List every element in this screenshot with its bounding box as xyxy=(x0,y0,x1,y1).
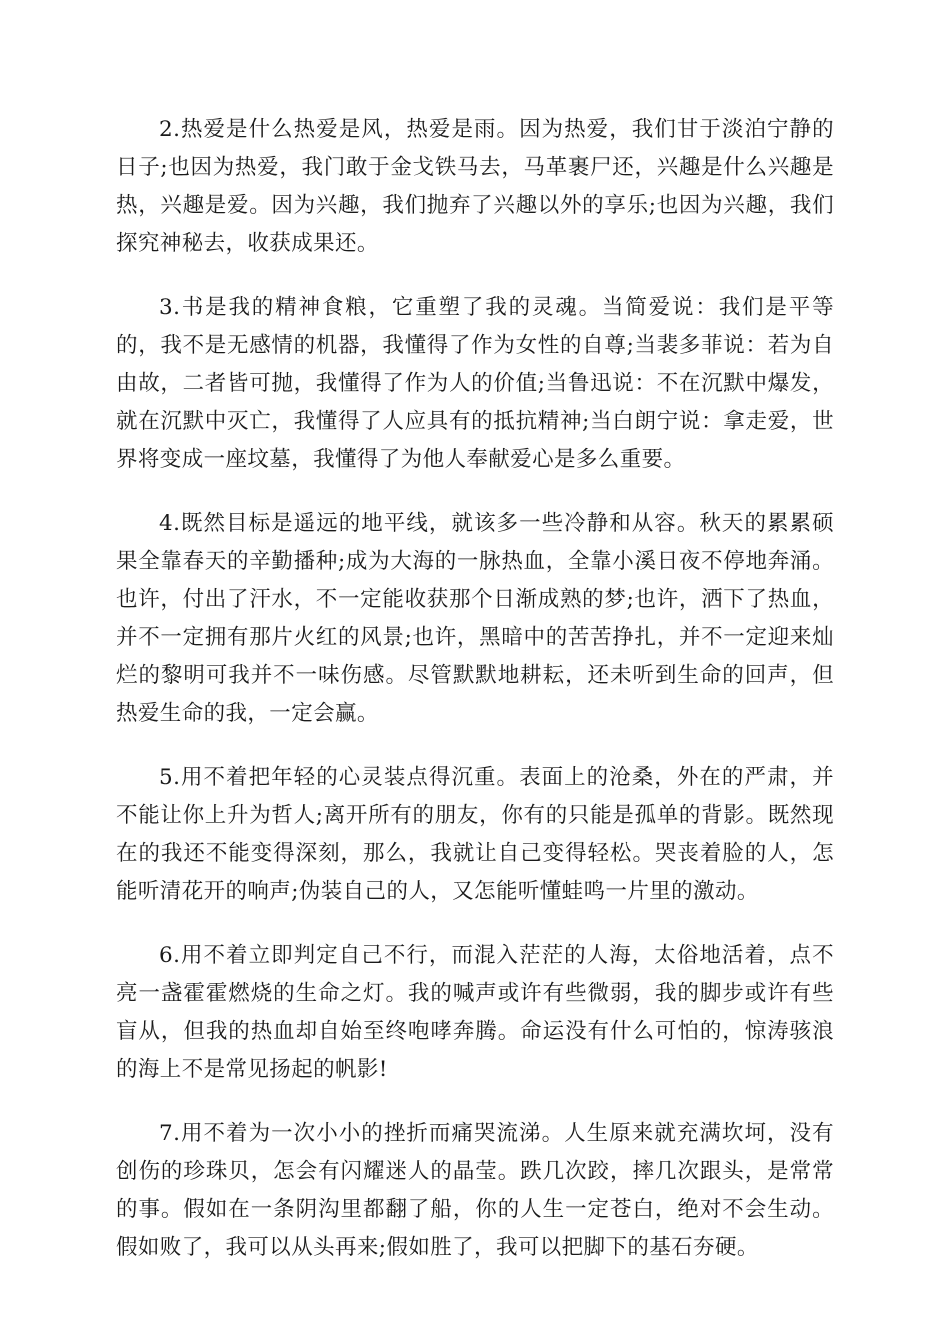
paragraph-7: 7.用不着为一次小小的挫折而痛哭流涕。人生原来就充满坎坷，没有创伤的珍珠贝，怎会有闪耀迷人的晶莹。跌几次跤，摔几次跟头，是常常的事。假如在一条阴沟里都翻了船，你的人生一定苍白，绝对不会生动。假如败了，我可以从头再来;假如胜了，我可以把脚下的基石夯硬。 xyxy=(116,1121,834,1260)
paragraph-3: 3.书是我的精神食粮，它重塑了我的灵魂。当简爱说：我们是平等的，我不是无感情的机器，我懂得了作为女性的自尊;当裴多菲说：若为自由故，二者皆可抛，我懂得了作为人的价值;当鲁迅说：不在沉默中爆发，就在沉默中灭亡，我懂得了人应具有的抵抗精神;当白朗宁说：拿走爱，世界将变成一座坟墓，我懂得了为他人奉献爱心是多么重要。 xyxy=(116,295,834,472)
paragraph-5: 5.用不着把年轻的心灵装点得沉重。表面上的沧桑，外在的严肃，并不能让你上升为哲人;离开所有的朋友，你有的只能是孤单的背影。既然现在的我还不能变得深刻，那么，我就让自己变得轻松。哭丧着脸的人，怎能听清花开的响声;伪装自己的人，又怎能听懂蛙鸣一片里的激动。 xyxy=(116,765,834,904)
paragraph-6: 6.用不着立即判定自己不行，而混入茫茫的人海，太俗地活着，点不亮一盏霍霍燃烧的生命之灯。我的喊声或许有些微弱，我的脚步或许有些盲从，但我的热血却自始至终咆哮奔腾。命运没有什么可怕的，惊涛骇浪的海上不是常见扬起的帆影! xyxy=(116,943,834,1082)
paragraph-2: 2.热爱是什么热爱是风，热爱是雨。因为热爱，我们甘于淡泊宁静的日子;也因为热爱，我门敢于金戈铁马去，马革裹尸还，兴趣是什么兴趣是热，兴趣是爱。因为兴趣，我们抛弃了兴趣以外的享乐;也因为兴趣，我们探究神秘去，收获成果还。 xyxy=(116,117,834,256)
document-body xyxy=(116,111,834,1293)
paragraph-4: 4.既然目标是遥远的地平线，就该多一些冷静和从容。秋天的累累硕果全靠春天的辛勤播种;成为大海的一脉热血，全靠小溪日夜不停地奔涌。也许，付出了汗水，不一定能收获那个日渐成熟的梦;也许，洒下了热血，并不一定拥有那片火红的风景;也许，黑暗中的苦苦挣扎，并不一定迎来灿烂的黎明可我并不一味伤感。尽管默默地耕耘，还未听到生命的回声，但热爱生命的我，一定会赢。 xyxy=(116,511,834,726)
